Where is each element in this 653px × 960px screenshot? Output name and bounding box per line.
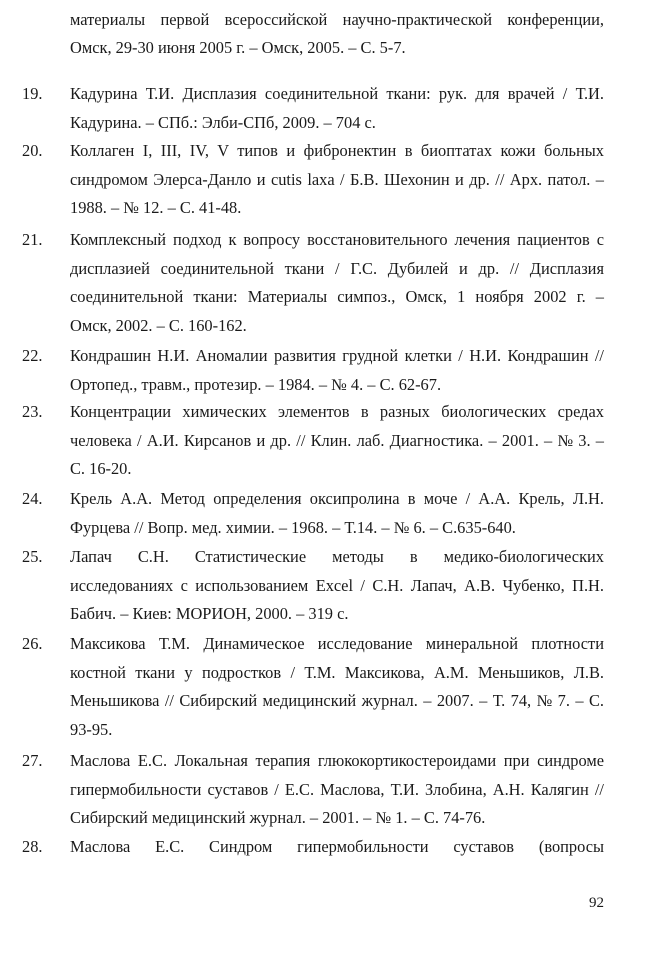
reference-line: исследованиях с использованием Excel / С.Н. Лапач, А.В. Чубенко, П.Н. — [70, 575, 604, 595]
reference-number: 28. — [22, 837, 43, 856]
reference-line: Крель А.А. Метод определения оксипролина в моче / А.А. Крель, Л.Н. — [70, 489, 604, 508]
reference-line: Сибирский медицинский журнал. – 2001. – № 1. – С. 74-76. — [70, 808, 486, 827]
reference-number: 22. — [22, 346, 43, 365]
reference-number: 20. — [22, 141, 43, 160]
reference-line: синдромом Элерса-Данло и cutis laxa / Б.В. Шехонин и др. // Арх. патол. – — [70, 169, 604, 189]
reference-line: Концентрации химических элементов в разных биологических средах — [70, 402, 604, 421]
reference-line: материалы первой всероссийской научно-практической конференции, — [70, 10, 604, 29]
reference-text — [70, 543, 604, 629]
reference-number: 25. — [22, 547, 43, 566]
page-number: 92 — [589, 895, 604, 911]
reference-line: Кадурина Т.И. Дисплазия соединительной ткани: рук. для врачей / Т.И. — [70, 84, 604, 103]
reference-line: Маслова Е.С. Синдром гипермобильности суставов (вопросы — [70, 837, 604, 856]
reference-line: 93-95. — [70, 719, 113, 739]
reference-line: Кондрашин Н.И. Аномалии развития грудной клетки / Н.И. Кондрашин // — [70, 346, 604, 365]
reference-line: Ортопед., травм., протезир. – 1984. – № 4. – С. 62-67. — [70, 374, 442, 394]
reference-text — [70, 342, 604, 399]
reference-text — [70, 80, 604, 137]
reference-line: Комплексный подход к вопросу восстановительного лечения пациентов с — [70, 230, 604, 249]
reference-line: Лапач С.Н. Статистические методы в медико-биологических — [70, 547, 604, 566]
reference-line: соединительной ткани: Материалы симпоз., Омск, 1 ноября 2002 г. – — [70, 287, 604, 306]
reference-line: Меньшикова // Сибирский медицинский журнал. – 2007. – Т. 74, № 7. – С. — [70, 691, 604, 710]
reference-line: Фурцева // Вопр. мед. химии. – 1968. – Т.14. – № 6. – С.635-640. — [70, 517, 516, 537]
reference-line: дисплазией соединительной ткани / Г.С. Дубилей и др. // Дисплазия — [70, 258, 604, 278]
reference-text — [70, 833, 604, 862]
reference-line: Коллаген I, III, IV, V типов и фибронектин в биоптатах кожи больных — [70, 141, 604, 160]
reference-continuation — [70, 6, 604, 62]
reference-line: Омск, 2002. – С. 160-162. — [70, 315, 247, 335]
reference-line: 1988. – № 12. – С. 41-48. — [70, 198, 242, 217]
reference-text — [70, 630, 604, 744]
reference-number: 21. — [22, 230, 43, 249]
reference-line: Максикова Т.М. Динамическое исследование минеральной плотности — [70, 634, 604, 653]
reference-text — [70, 226, 604, 340]
reference-text — [70, 747, 604, 833]
reference-line: Бабич. – Киев: МОРИОН, 2000. – 319 с. — [70, 604, 349, 623]
reference-line: гипермобильности суставов / Е.С. Маслова, Т.И. Злобина, А.Н. Калягин // — [70, 779, 604, 799]
reference-number: 19. — [22, 84, 43, 103]
reference-text — [70, 398, 604, 484]
reference-number: 24. — [22, 489, 43, 508]
reference-number: 27. — [22, 751, 43, 770]
reference-line: Омск, 29-30 июня 2005 г. – Омск, 2005. – С. 5-7. — [70, 38, 406, 57]
reference-text — [70, 137, 604, 223]
reference-number: 23. — [22, 402, 43, 421]
reference-text — [70, 485, 604, 542]
reference-number: 26. — [22, 634, 43, 653]
reference-line: костной ткани у подростков / Т.М. Максикова, А.М. Меньшиков, Л.В. — [70, 662, 604, 682]
reference-line: Маслова Е.С. Локальная терапия глюкокортикостероидами при синдроме — [70, 751, 604, 770]
reference-line: С. 16-20. — [70, 459, 132, 478]
reference-line: человека / А.И. Кирсанов и др. // Клин. лаб. Диагностика. – 2001. – № 3. – — [70, 430, 604, 450]
reference-line: Кадурина. – СПб.: Элби-СПб, 2009. – 704 с. — [70, 112, 376, 132]
